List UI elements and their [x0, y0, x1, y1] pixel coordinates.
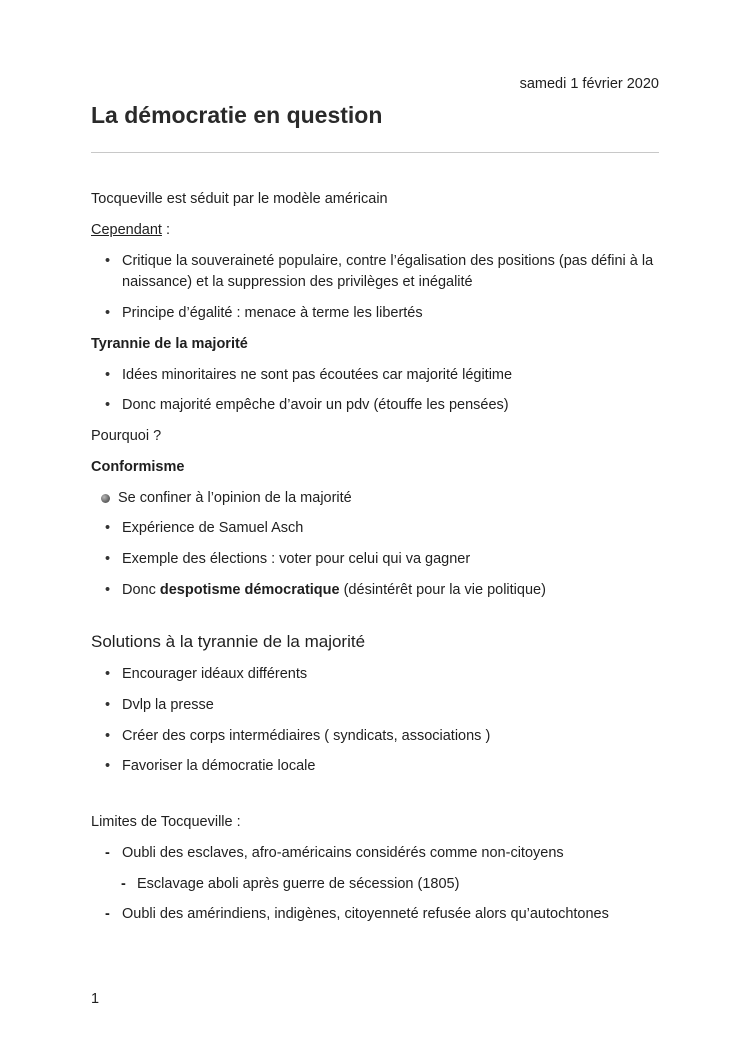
solutions-heading: Solutions à la tyrannie de la majorité [91, 631, 366, 651]
list-item-bold: despotisme démocratique [159, 581, 340, 598]
list-item-text: Créer des corps intermédiaires ( syndicats, associations ) [122, 727, 491, 744]
cependant-line [91, 220, 663, 242]
cependant-list [91, 251, 663, 325]
list-item [91, 549, 663, 571]
dash-bullet-icon: - [105, 844, 110, 861]
dash-bullet-icon: - [105, 906, 110, 923]
bullet-icon: • [105, 520, 111, 537]
list-item-text: Exemple des élections : voter pour celui qui va gagner [122, 551, 471, 567]
list-item-text: Encourager idéaux différents [122, 666, 308, 682]
list-item-text: Dvlp la presse [122, 696, 214, 713]
tyrannie-heading: Tyrannie de la majorité [91, 335, 248, 352]
bullet-icon: • [105, 581, 111, 598]
list-item [91, 664, 663, 686]
solutions-list [91, 664, 663, 778]
limites-heading: Limites de Tocqueville : [91, 814, 241, 830]
dash-bullet-icon: - [121, 875, 126, 892]
bullet-icon: • [105, 252, 111, 269]
bullet-icon: • [105, 305, 111, 321]
list-item-prefix: Donc [122, 581, 160, 598]
list-item-text: Oubli des esclaves, afro-américains considérés comme non-citoyens [122, 844, 564, 861]
list-item [91, 695, 663, 717]
list-item [91, 488, 663, 510]
bullet-icon: • [105, 366, 111, 383]
gray-sphere-bullet-icon [101, 494, 110, 503]
bullet-icon: • [105, 397, 111, 414]
cependant-label: Cependant [91, 221, 162, 238]
document-title: La démocratie en question [91, 102, 383, 128]
bullet-icon: • [105, 666, 111, 682]
list-item [91, 904, 663, 926]
tyrannie-list [91, 365, 663, 418]
conformisme-list [91, 488, 663, 602]
intro-paragraph: Tocqueville est séduit par le modèle américain [91, 191, 388, 207]
list-item-text: Se confiner à l’opinion de la majorité [118, 489, 352, 506]
list-item-text: Critique la souveraineté populaire, contre l’égalisation des positions (pas défini à la naissance) et la suppression des privilèges et inégalité [122, 252, 654, 291]
bullet-icon: • [105, 551, 111, 567]
pourquoi-line: Pourquoi ? [91, 428, 162, 444]
list-item-suffix: (désintérêt pour la vie politique) [339, 581, 546, 598]
list-item-text: Favoriser la démocratie locale [122, 758, 316, 775]
cependant-suffix: : [161, 221, 171, 238]
document-date: samedi 1 février 2020 [519, 76, 659, 92]
title-divider [91, 152, 659, 153]
list-item-text: Esclavage aboli après guerre de sécession (1805) [137, 875, 460, 892]
list-item [91, 518, 663, 540]
list-item [91, 395, 663, 417]
page-number: 1 [91, 991, 100, 1007]
list-item-text: Expérience de Samuel Asch [122, 520, 304, 537]
limites-list [91, 843, 663, 926]
list-item-text: Idées minoritaires ne sont pas écoutées car majorité légitime [122, 366, 513, 383]
list-item-text: Oubli des amérindiens, indigènes, citoyenneté refusée alors qu’autochtones [122, 906, 609, 923]
list-item [91, 726, 663, 748]
list-item-text: Principe d’égalité : menace à terme les libertés [122, 305, 423, 321]
bullet-icon: • [105, 696, 111, 713]
list-item-text: Donc majorité empêche d’avoir un pdv (étouffe les pensées) [122, 397, 509, 414]
bullet-icon: • [105, 758, 111, 775]
list-item [91, 874, 663, 896]
list-item [91, 843, 663, 865]
bullet-icon: • [105, 727, 111, 744]
list-item [91, 580, 663, 602]
list-item [91, 303, 663, 325]
list-item [91, 756, 663, 778]
conformisme-heading: Conformisme [91, 458, 185, 475]
document-body [91, 189, 663, 935]
list-item [91, 251, 663, 295]
list-item [91, 365, 663, 387]
